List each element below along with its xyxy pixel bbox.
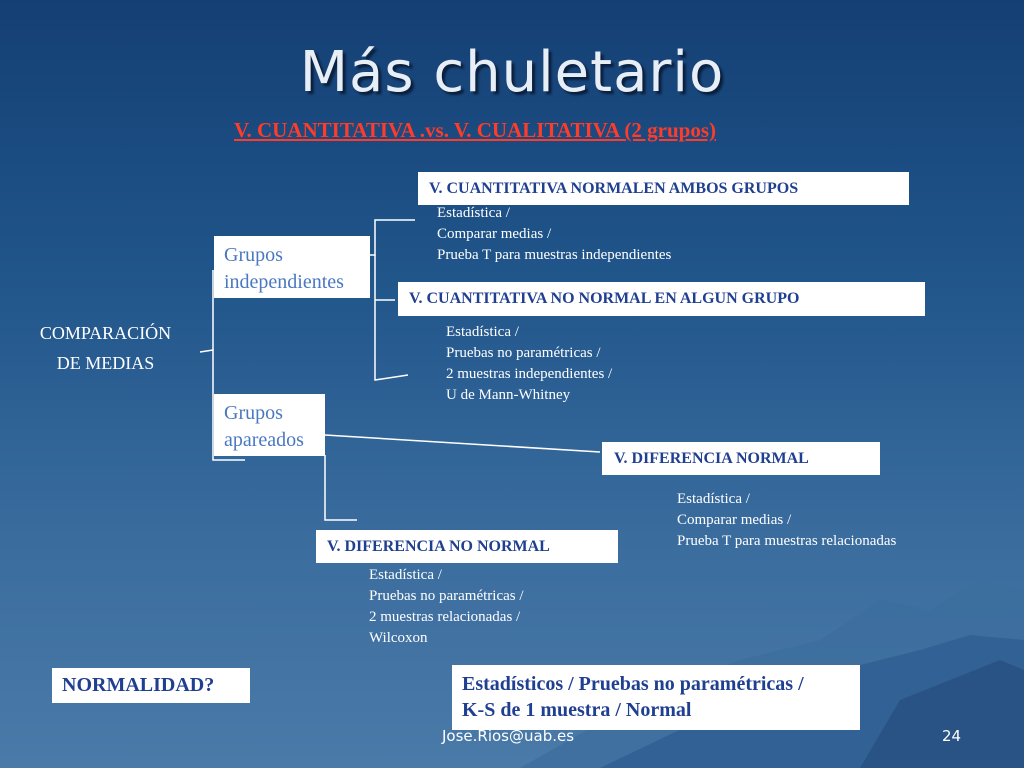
footer-page-number: 24 (942, 727, 962, 745)
group-independent-box (214, 236, 370, 298)
notes-difference-not-normal (369, 565, 524, 649)
box-not-normal-some-group: V. CUANTITATIVA NO NORMAL EN ALGUN GRUPO (398, 282, 925, 316)
footer-email: Jose.Rios@uab.es (442, 727, 575, 745)
root-node-label (28, 318, 183, 378)
notes-difference-normal (677, 489, 896, 552)
slide-title: Más chuletario (299, 40, 725, 105)
root-line-2: DE MEDIAS (56, 353, 155, 373)
notes-normal-both (437, 203, 671, 266)
note-line: Estadística / (446, 324, 519, 340)
note-line: Comparar medias / (437, 226, 552, 242)
note-line: Estadística / (437, 205, 510, 221)
group-independent-line-2: independientes (224, 271, 344, 293)
note-line: U de Mann-Whitney (446, 387, 571, 403)
note-line: Estadística / (369, 567, 442, 583)
note-line: Comparar medias / (677, 512, 792, 528)
note-line: Pruebas no paramétricas / (369, 588, 524, 604)
box-difference-normal: V. DIFERENCIA NORMAL (602, 442, 880, 475)
note-line: 2 muestras independientes / (446, 366, 613, 382)
normality-answer-box (452, 665, 860, 730)
notes-not-normal (446, 322, 612, 406)
slide-subtitle: V. CUANTITATIVA .vs. V. CUALITATIVA (2 grupos) (234, 118, 716, 142)
note-line: 2 muestras relacionadas / (369, 609, 521, 625)
note-line: Wilcoxon (369, 630, 428, 646)
group-paired-line-2: apareados (224, 429, 304, 451)
root-line-1: COMPARACIÓN (39, 323, 172, 343)
normality-answer-line-1: Estadísticos / Pruebas no paramétricas / (462, 673, 804, 695)
group-paired-box (214, 394, 325, 456)
group-paired-line-1: Grupos (224, 402, 283, 424)
box-difference-not-normal: V. DIFERENCIA NO NORMAL (316, 530, 618, 563)
normality-answer-line-2: K-S de 1 muestra / Normal (462, 699, 692, 721)
note-line: Estadística / (677, 491, 750, 507)
note-line: Prueba T para muestras independientes (437, 247, 672, 263)
group-independent-line-1: Grupos (224, 244, 283, 266)
normality-question-box: NORMALIDAD? (52, 668, 250, 703)
box-normal-both-groups: V. CUANTITATIVA NORMALEN AMBOS GRUPOS (418, 172, 909, 205)
note-line: Pruebas no paramétricas / (446, 345, 601, 361)
note-line: Prueba T para muestras relacionadas (677, 533, 897, 549)
